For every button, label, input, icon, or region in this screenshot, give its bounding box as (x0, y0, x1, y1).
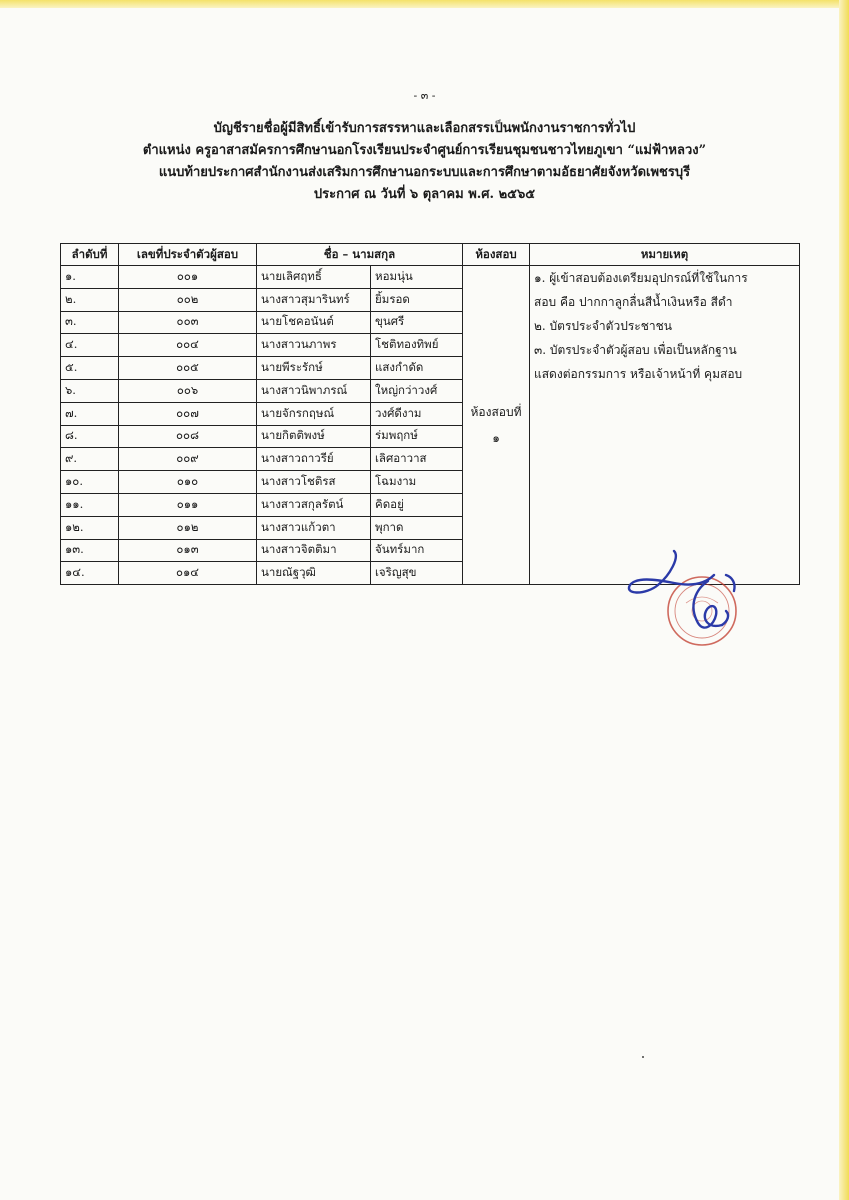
remark-line-3: ๒. บัตรประจำตัวประชาชน (534, 319, 672, 333)
cell-exam-id: ๐๐๖ (119, 379, 257, 402)
cell-order: ๑. (61, 266, 119, 289)
document-header (0, 118, 849, 206)
remark-line-1: ๑. ผู้เข้าสอบต้องเตรียมอุปกรณ์ที่ใช้ในการ (534, 271, 748, 285)
cell-surname: พุกาด (371, 516, 463, 539)
cell-surname: จันทร์มาก (371, 539, 463, 562)
cell-exam-id: ๐๑๐ (119, 471, 257, 494)
header-line-1: บัญชีรายชื่อผู้มีสิทธิ์เข้ารับการสรรหาและเลือกสรรเป็นพนักงานราชการทั่วไป (213, 121, 636, 136)
cell-name: นางสาวนภาพร (257, 334, 371, 357)
cell-exam-id: ๐๐๒ (119, 288, 257, 311)
cell-surname: โชติทองทิพย์ (371, 334, 463, 357)
cell-exam-id: ๐๐๕ (119, 357, 257, 380)
cell-surname: โฉมงาม (371, 471, 463, 494)
cell-name: นายกิตติพงษ์ (257, 425, 371, 448)
cell-order: ๘. (61, 425, 119, 448)
cell-surname: ใหญ่กว่าวงศ์ (371, 379, 463, 402)
cell-name: นางสาวสุมารินทร์ (257, 288, 371, 311)
cell-surname: ยิ้มรอด (371, 288, 463, 311)
remark-line-2: สอบ คือ ปากกาลูกลื่นสีน้ำเงินหรือ สีดำ (534, 295, 733, 309)
cell-remark (530, 266, 800, 585)
cell-order: ๓. (61, 311, 119, 334)
cell-exam-id: ๐๐๗ (119, 402, 257, 425)
cell-order: ๑๑. (61, 493, 119, 516)
room-label: ห้องสอบที่ (470, 405, 522, 420)
cell-order: ๑๓. (61, 539, 119, 562)
cell-surname: เจริญสุข (371, 562, 463, 585)
cell-exam-id: ๐๐๙ (119, 448, 257, 471)
cell-surname: แสงกำดัด (371, 357, 463, 380)
cell-order: ๖. (61, 379, 119, 402)
cell-exam-id: ๐๐๓ (119, 311, 257, 334)
cell-surname: วงศ์ดีงาม (371, 402, 463, 425)
cell-order: ๒. (61, 288, 119, 311)
cell-name: นายจักรกฤษณ์ (257, 402, 371, 425)
table-header-row (61, 244, 800, 266)
cell-name: นางสาวโชติรส (257, 471, 371, 494)
cell-name: นายโชคอนันต์ (257, 311, 371, 334)
cell-surname: ขุนศรี (371, 311, 463, 334)
remark-line-4: ๓. บัตรประจำตัวผู้สอบ เพื่อเป็นหลักฐาน (534, 343, 737, 357)
cell-order: ๑๔. (61, 562, 119, 585)
cell-surname: หอมนุ่น (371, 266, 463, 289)
cell-name: นางสาวสกุลรัตน์ (257, 493, 371, 516)
table-row (61, 266, 800, 289)
cell-exam-id: ๐๐๘ (119, 425, 257, 448)
cell-exam-id: ๐๐๔ (119, 334, 257, 357)
cell-room (463, 266, 530, 585)
cell-name: นายณัฐวุฒิ (257, 562, 371, 585)
page-number: - ๓ - (413, 89, 436, 102)
cell-order: ๗. (61, 402, 119, 425)
header-order: ลำดับที่ (61, 244, 119, 266)
cell-name: นางสาวจิตติมา (257, 539, 371, 562)
cell-surname: เลิศอาวาส (371, 448, 463, 471)
header-remark: หมายเหตุ (530, 244, 800, 266)
cell-surname: ร่มพฤกษ์ (371, 425, 463, 448)
header-room: ห้องสอบ (463, 244, 530, 266)
signature-with-seal (610, 545, 750, 665)
cell-exam-id: ๐๐๑ (119, 266, 257, 289)
cell-name: นายเลิศฤทธิ์ (257, 266, 371, 289)
cell-exam-id: ๐๑๒ (119, 516, 257, 539)
cell-name: นายพีระรักษ์ (257, 357, 371, 380)
header-full-name: ชื่อ – นามสกุล (257, 244, 463, 266)
header-line-4: ประกาศ ณ วันที่ ๖ ตุลาคม พ.ศ. ๒๕๖๕ (313, 187, 536, 202)
cell-name: นางสาวถาวรีย์ (257, 448, 371, 471)
page-edge-top (0, 0, 849, 8)
cell-exam-id: ๐๑๔ (119, 562, 257, 585)
header-line-3: แนบท้ายประกาศสำนักงานส่งเสริมการศึกษานอกระบบและการศึกษาตามอัธยาศัยจังหวัดเพชรบุรี (158, 165, 691, 180)
cell-name: นางสาวนิพาภรณ์ (257, 379, 371, 402)
room-number: ๑ (492, 431, 500, 446)
cell-exam-id: ๐๑๑ (119, 493, 257, 516)
cell-name: นางสาวแก้วตา (257, 516, 371, 539)
cell-surname: คิดอยู่ (371, 493, 463, 516)
cell-order: ๙. (61, 448, 119, 471)
header-exam-id: เลขที่ประจำตัวผู้สอบ (119, 244, 257, 266)
cell-order: ๕. (61, 357, 119, 380)
candidate-table (60, 243, 800, 585)
remark-line-5: แสดงต่อกรรมการ หรือเจ้าหน้าที่ คุมสอบ (534, 367, 743, 381)
cell-order: ๑๒. (61, 516, 119, 539)
cell-exam-id: ๐๑๓ (119, 539, 257, 562)
page-speck (642, 1056, 644, 1058)
header-line-2: ตำแหน่ง ครูอาสาสมัครการศึกษานอกโรงเรียนประจำศูนย์การเรียนชุมชนชาวไทยภูเขา “แม่ฟ้าหลวง” (142, 143, 707, 158)
cell-order: ๔. (61, 334, 119, 357)
cell-order: ๑๐. (61, 471, 119, 494)
